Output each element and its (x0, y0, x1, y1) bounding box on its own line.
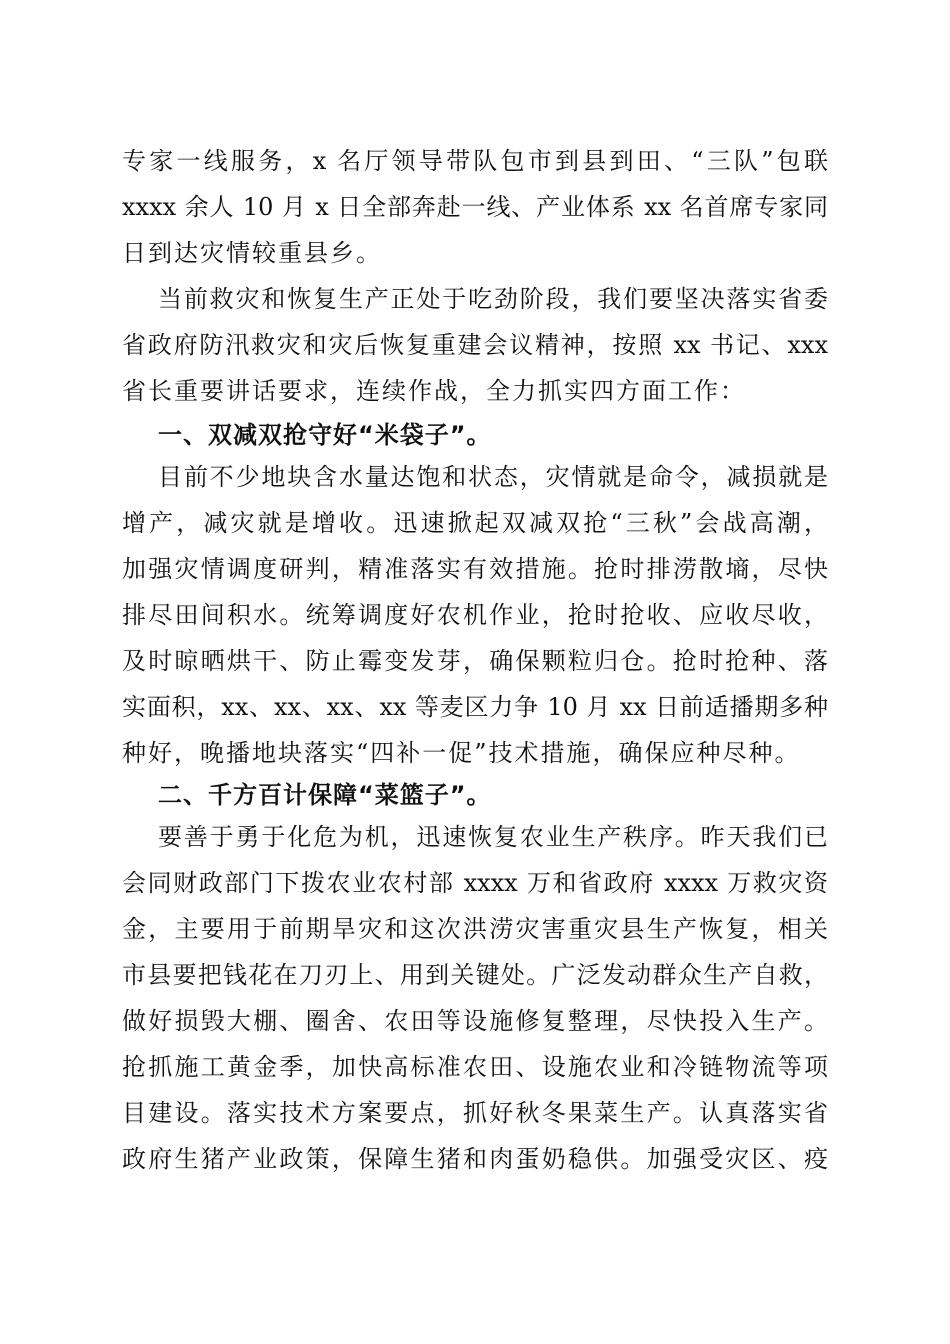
body-line: 加强灾情调度研判，精准落实有效措施。抢时排涝散墒，尽快 (122, 555, 828, 583)
body-line: 目建设。落实技术方案要点，抓好秋冬果菜生产。认真落实省 (122, 1099, 828, 1127)
body-line: 种好，晚播地块落实“四补一促”技术措施，确保应种尽种。 (122, 739, 801, 767)
body-line: 做好损毁大棚、圈舍、农田等设施修复整理，尽快投入生产。 (122, 1007, 828, 1035)
body-line: 日到达灾情较重县乡。 (122, 239, 382, 267)
body-line: 市县要把钱花在刀刃上、用到关键处。广泛发动群众生产自救， (122, 961, 828, 989)
body-line: 省政府防汛救灾和灾后恢复重建会议精神，按照 xx 书记、xxx (122, 331, 828, 359)
body-line: 政府生猪产业政策，保障生猪和肉蛋奶稳供。加强受灾区、疫 (122, 1145, 828, 1173)
body-line: 金，主要用于前期旱灾和这次洪涝灾害重灾县生产恢复，相关 (122, 915, 828, 943)
body-line: 省长重要讲话要求，连续作战，全力抓实四方面工作： (122, 377, 746, 405)
body-line: 会同财政部门下拨农业农村部 xxxx 万和省政府 xxxx 万救灾资 (122, 869, 828, 897)
body-line: 排尽田间积水。统筹调度好农机作业，抢时抢收、应收尽收， (122, 601, 828, 629)
section-heading-2: 二、千方百计保障“菜篮子”。 (158, 781, 492, 809)
paragraph-first-line: 当前救灾和恢复生产正处于吃劲阶段，我们要坚决落实省委 (158, 285, 828, 313)
section-heading-1: 一、双减双抢守好“米袋子”。 (158, 421, 492, 449)
body-line: 抢抓施工黄金季，加快高标准农田、设施农业和冷链物流等项 (122, 1053, 828, 1081)
body-line: 实面积，xx、xx、xx、xx 等麦区力争 10 月 xx 日前适播期多种 (122, 693, 828, 721)
paragraph-first-line: 目前不少地块含水量达饱和状态，灾情就是命令，减损就是 (158, 463, 828, 491)
paragraph-first-line: 要善于勇于化危为机，迅速恢复农业生产秩序。昨天我们已 (158, 823, 828, 851)
body-line: xxxx 余人 10 月 x 日全部奔赴一线、产业体系 xx 名首席专家同 (122, 193, 828, 221)
body-line: 专家一线服务，x 名厅领导带队包市到县到田、“三队”包联 (122, 147, 828, 175)
body-line: 及时晾晒烘干、防止霉变发芽，确保颗粒归仓。抢时抢种、落 (122, 647, 828, 675)
body-line: 增产，减灾就是增收。迅速掀起双减双抢“三秋”会战高潮， (122, 509, 828, 537)
